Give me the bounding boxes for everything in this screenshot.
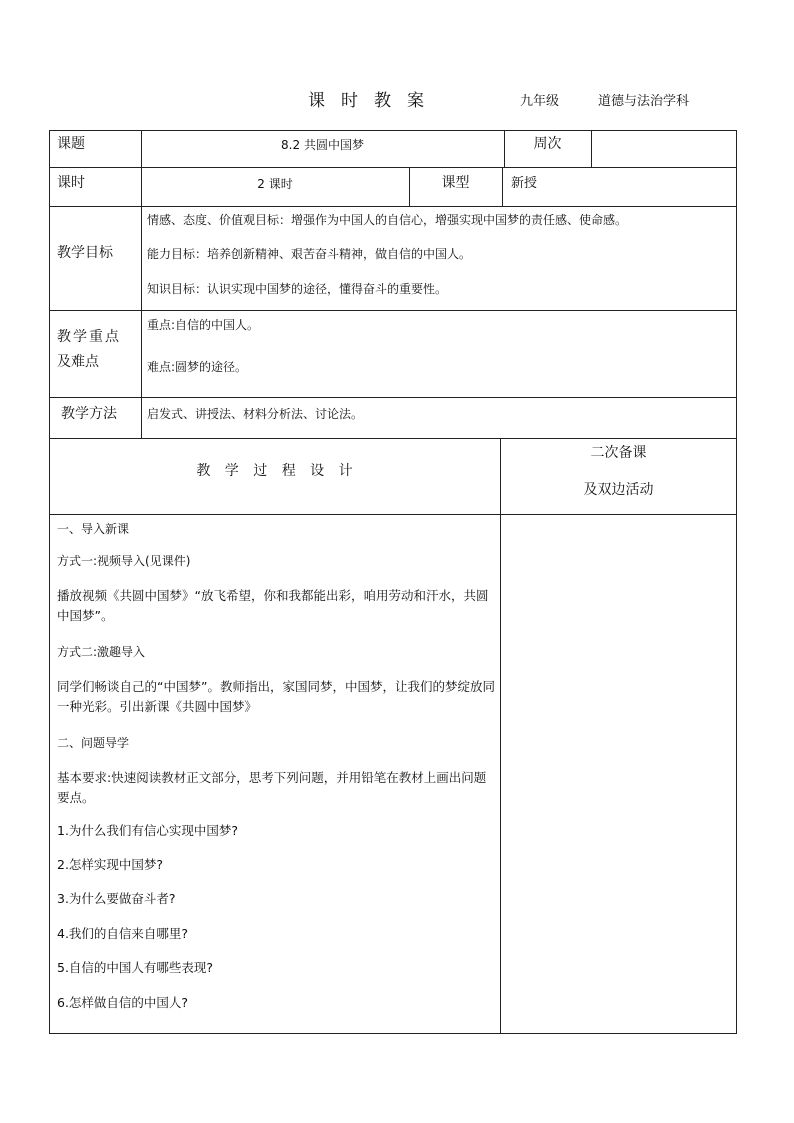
topic-label: 课题: [57, 136, 85, 152]
title-char: 教: [374, 91, 391, 111]
row-divider: [49, 167, 737, 168]
intro-method: 方式一:视频导入(见课件): [57, 554, 191, 568]
section-heading: 二、问题导学: [57, 736, 130, 750]
question-item: 5.自信的中国人有哪些表现?: [57, 960, 214, 975]
question-item: 3.为什么要做奋斗者?: [57, 891, 176, 906]
question-item: 2.怎样实现中国梦?: [57, 857, 164, 872]
title-char: 课: [308, 91, 325, 111]
row-divider: [49, 514, 737, 515]
interest-paragraph: 同学们畅谈自己的“中国梦”。教师指出，家国同梦，中国梦，让我们的梦绽放同一种光彩。引出新课《共圆中国梦》: [57, 679, 495, 714]
question-item: 4.我们的自信来自哪里?: [57, 926, 189, 941]
column-divider: [502, 167, 503, 206]
title-char: 案: [407, 91, 424, 111]
hours-label: 课时: [57, 175, 85, 191]
backup-heading-line2: 及双边活动: [583, 482, 654, 498]
section-heading: 一、导入新课: [57, 522, 130, 536]
type-label: 课型: [441, 175, 470, 191]
method-value: 启发式、讲授法、材料分析法、讨论法。: [147, 407, 364, 421]
column-divider: [591, 130, 592, 167]
type-value: 新授: [511, 176, 538, 191]
document-header: [0, 86, 794, 114]
objective-item: 知识目标：认识实现中国梦的途径，懂得奋斗的重要性。: [147, 282, 448, 296]
topic-value: 8.2 共圆中国梦: [281, 138, 364, 152]
grade-label: 九年级: [520, 94, 560, 109]
objective-item: 情感、态度、价值观目标：增强作为中国人的自信心，增强实现中国梦的责任感、使命感。: [147, 213, 628, 227]
requirement-paragraph: 基本要求:快速阅读教材正文部分，思考下列问题，并用铅笔在教材上画出问题要点。: [57, 770, 487, 805]
objectives-label: 教学目标: [57, 245, 113, 261]
key-point: 重点:自信的中国人。: [147, 318, 260, 332]
subject-label: 道德与法治学科: [598, 94, 690, 109]
difficult-point: 难点:圆梦的途径。: [147, 360, 248, 374]
design-heading: 教 学 过 程 设 计: [196, 463, 353, 479]
row-divider: [49, 438, 737, 439]
page-title: [308, 86, 440, 111]
backup-heading: 二次备课: [590, 445, 647, 461]
keypoints-label: 教学重点: [57, 329, 121, 345]
column-divider: [500, 438, 501, 1034]
title-char: 时: [341, 91, 358, 111]
row-divider: [49, 397, 737, 398]
question-item: 6.怎样做自信的中国人?: [57, 995, 189, 1010]
objective-item: 能力目标：培养创新精神、艰苦奋斗精神，做自信的中国人。: [147, 247, 472, 261]
row-divider: [49, 206, 737, 207]
week-label: 周次: [533, 136, 562, 152]
method-label: 教学方法: [61, 406, 117, 422]
question-item: 1.为什么我们有信心实现中国梦?: [57, 823, 239, 838]
video-paragraph: 播放视频《共圆中国梦》“放飞希望，你和我都能出彩，咱用劳动和汗水，共圆中国梦”。: [57, 588, 489, 623]
intro-method: 方式二:激趣导入: [57, 645, 146, 659]
row-divider: [49, 310, 737, 311]
keypoints-label-line2: 及难点: [57, 354, 99, 370]
hours-value: 2 课时: [257, 177, 293, 191]
